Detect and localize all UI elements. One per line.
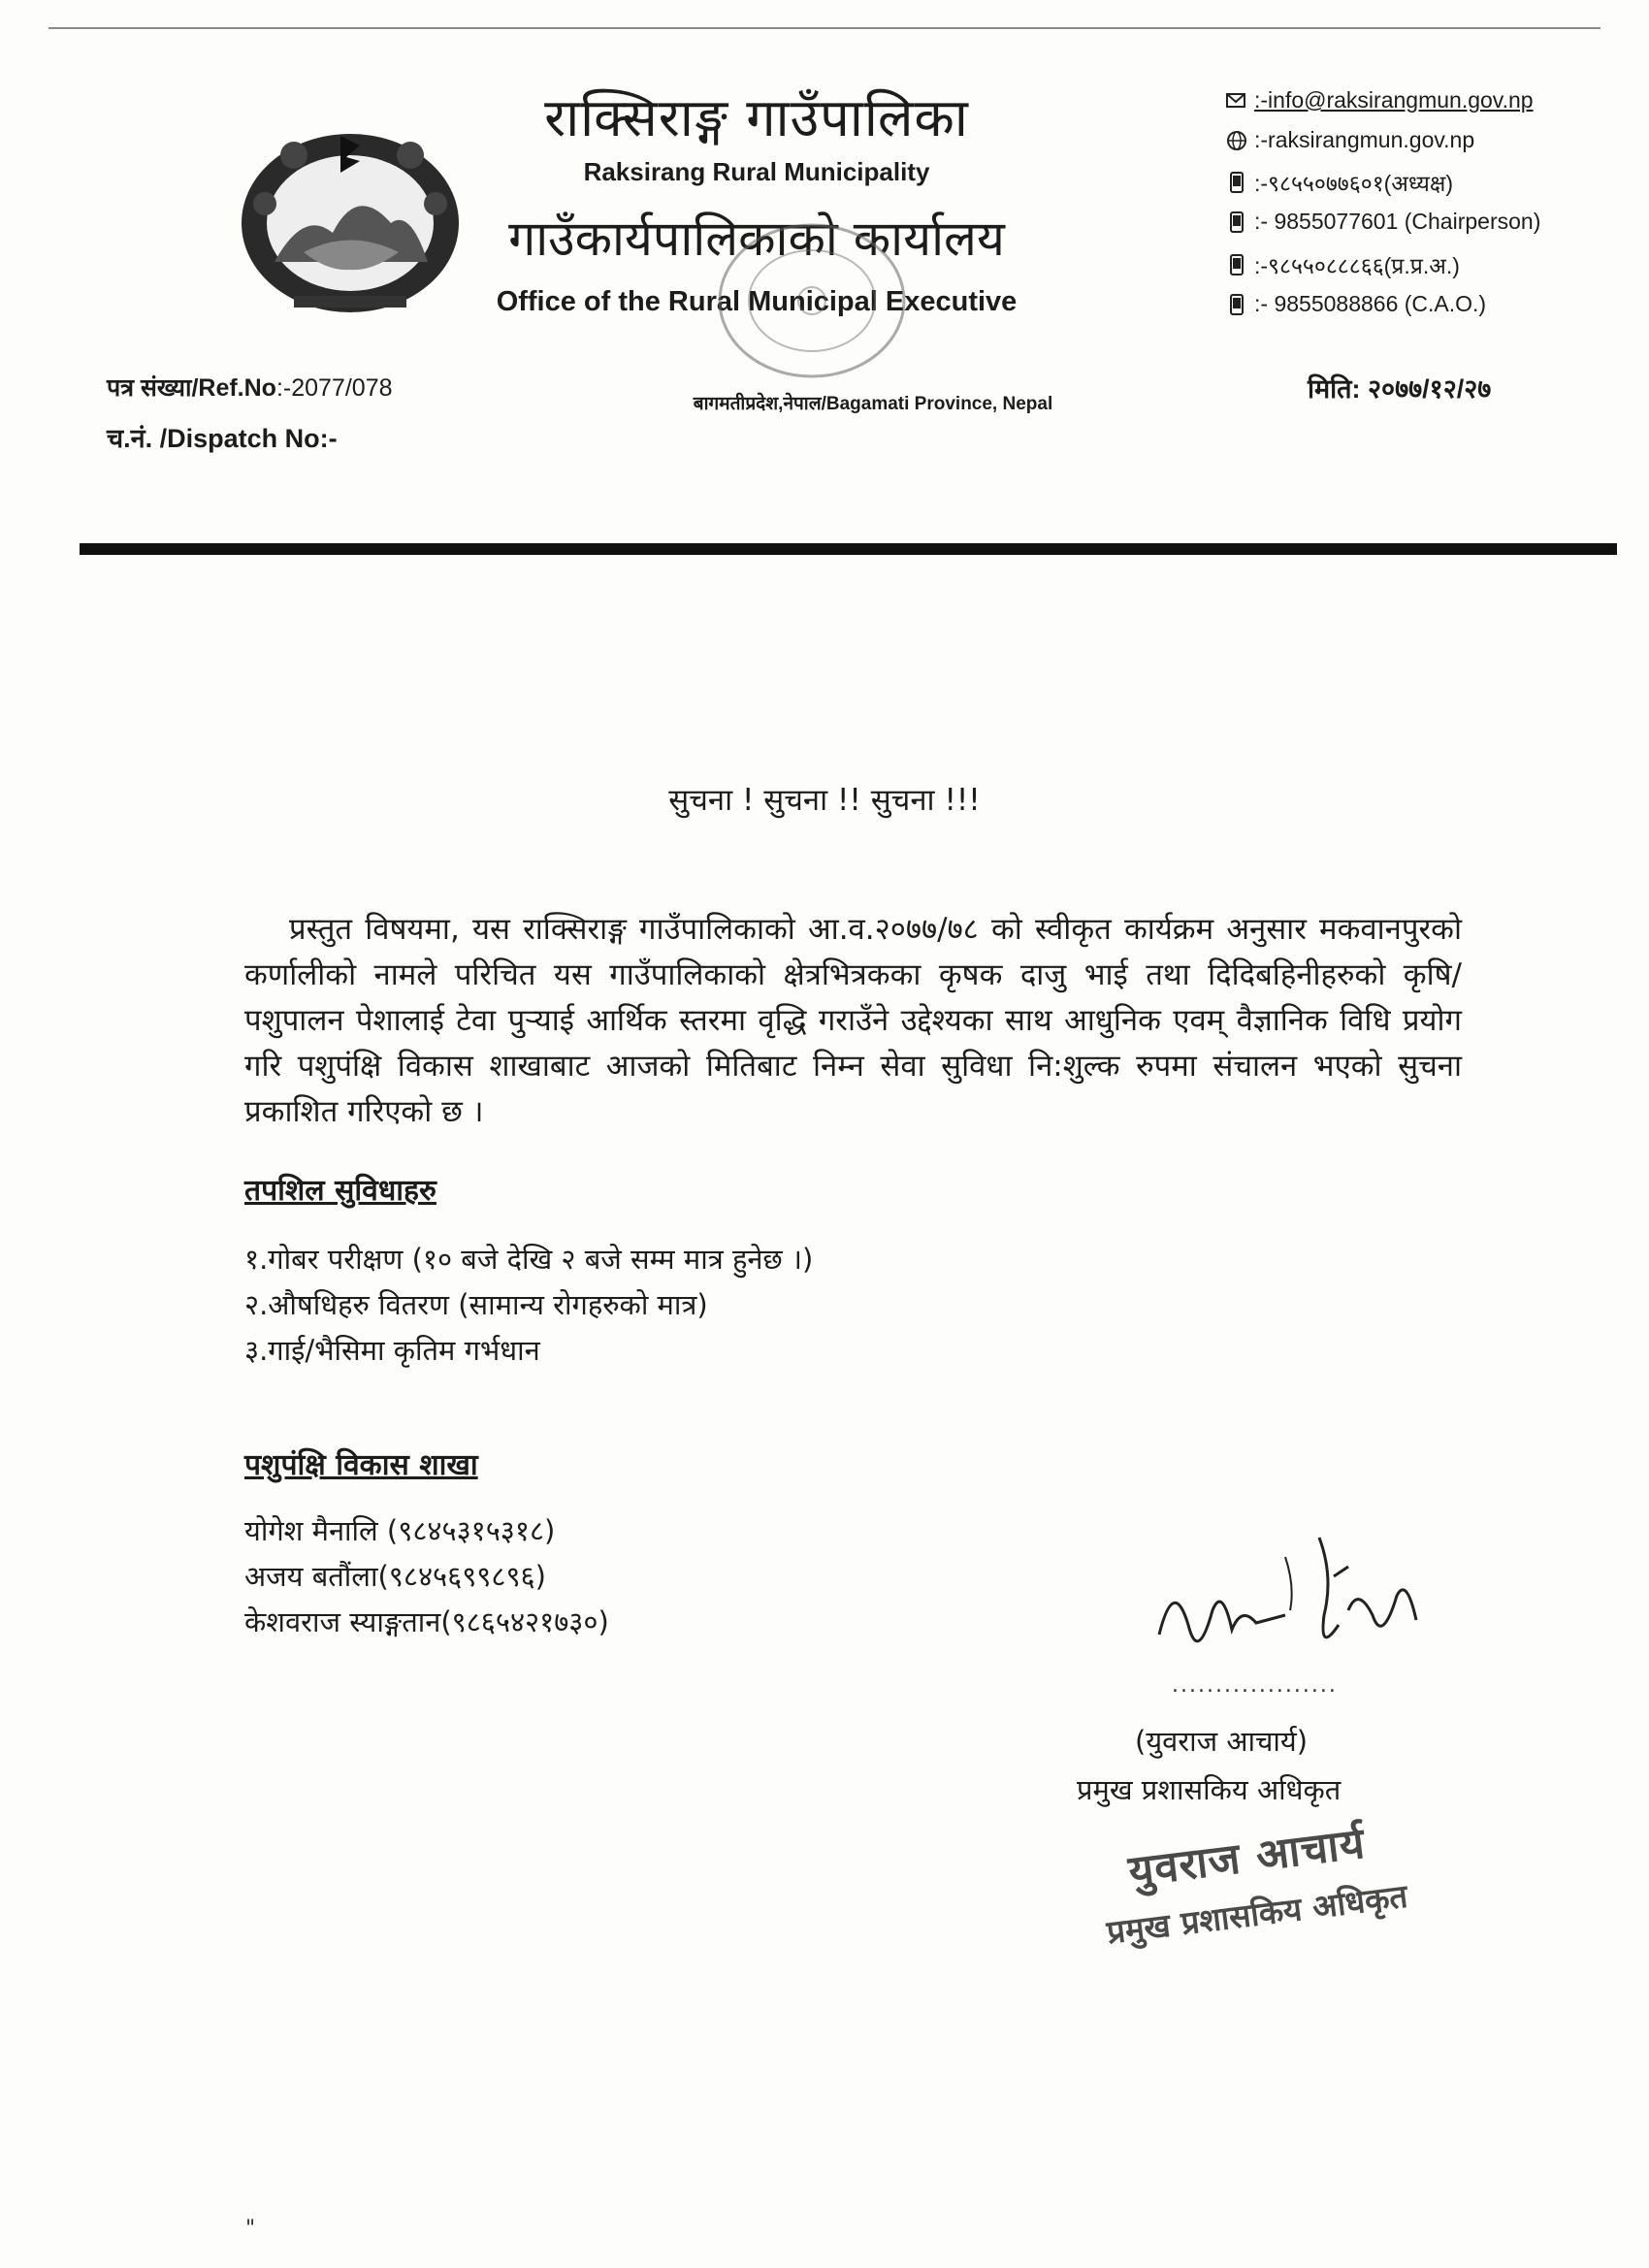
office-name-english: Office of the Rural Municipal Executive: [496, 286, 1018, 317]
contact-phone-cao-np: [1225, 249, 1460, 280]
contact-email: [1225, 87, 1534, 113]
phone-icon: [1225, 253, 1248, 276]
list-item: अजय बतौंला(९८४५६९९८९६): [244, 1560, 546, 1593]
signature-line: ...................: [1172, 1673, 1338, 1698]
list-item: केशवराज स्याङ्गतान(९८६५४२१७३०): [244, 1605, 609, 1638]
office-address: बागमतीप्रदेश,नेपाल/Bagamati Province, Nepal: [693, 394, 1053, 414]
list-item: योगेश मैनालि (९८४५३१५३१८): [244, 1514, 556, 1547]
email-icon: [1225, 89, 1248, 113]
signatory-title: प्रमुख प्रशासकिय अधिकृत: [1077, 1773, 1342, 1806]
list-item: १.गोबर परीक्षण (१० बजे देखि २ बजे सम्म मात्र हुनेछ ।): [244, 1243, 814, 1276]
header-divider: [80, 543, 1617, 555]
contact-website-text: :-raksirangmun.gov.np: [1254, 127, 1475, 152]
reference-number: [107, 371, 393, 404]
notice-paragraph-text: प्रस्तुत विषयमा, यस राक्सिराङ्ग गाउँपालिकाको आ.व.२०७७/७८ को स्वीकृत कार्यक्रम अनुसार मकवानपुरको कर्णालीको नामले परिचित यस गाउँपालिकाको क्षेत्रभित्रकका कृषक दाजु भाई तथा दिदिबहिनीहरुको कृषि/पशुपालन पेशालाई टेवा पुर्‍याई आर्थिक स्तरमा वृद्धि गराउँने उद्देश्यका साथ आधुनिक एवम् वैज्ञानिक विधि प्रयोग गरि पशुपंक्षि विकास शाखाबाट आजको मितिबाट निम्न सेवा सुविधा नि:शुल्क रुपमा संचालन भएको सुचना प्रकाशित गरिएको छ ।: [244, 912, 1462, 1129]
contact-phone-text: :- 9855077601 (Chairperson): [1254, 209, 1541, 234]
phone-icon: [1225, 171, 1248, 194]
handwritten-signature: [1140, 1518, 1450, 1683]
notice-paragraph: [244, 907, 1462, 1135]
contact-phone-text: :-९८५५०७७६०१(अध्यक्ष): [1254, 171, 1454, 196]
contact-phone-chair-np: [1225, 167, 1453, 198]
contact-phone-text: :- 9855088866 (C.A.O.): [1254, 291, 1487, 316]
contact-phone-text: :-९८५५०८८८६६(प्र.प्र.अ.): [1254, 253, 1460, 278]
stamp-title: प्रमुख प्रशासकिय अधिकृत: [1104, 1876, 1410, 1952]
reference-label: पत्र संख्या/Ref.No: [107, 374, 276, 402]
reference-value: :-2077/078: [275, 374, 393, 402]
contact-phone-chair-en: [1225, 209, 1540, 235]
contact-email-text: :-info@raksirangmun.gov.np: [1254, 87, 1534, 113]
list-item: २.औषधिहरु वितरण (सामान्य रोगहरुको मात्र): [244, 1288, 708, 1321]
list-item: ३.गाई/भैसिमा कृतिम गर्भधान: [244, 1334, 540, 1367]
government-emblem: [236, 116, 465, 315]
notice-title: सुचना ! सुचना !! सुचना !!!: [668, 783, 981, 818]
phone-icon: [1225, 211, 1248, 234]
facilities-heading: तपशिल सुविधाहरु: [244, 1174, 436, 1208]
branch-contacts-list: [244, 1508, 609, 1645]
letter-date: मिति: २०७७/१२/२७: [1308, 374, 1492, 404]
name-stamp: [1085, 1794, 1452, 2000]
phone-icon: [1225, 293, 1248, 316]
stamp-name: युवराज आचार्य: [1125, 1818, 1369, 1897]
contact-website: [1225, 127, 1474, 153]
contact-phone-cao-en: [1225, 291, 1486, 317]
globe-icon: [1225, 129, 1248, 152]
office-name-nepali: गाउँकार्यपालिकाको कार्यालय: [508, 211, 1005, 267]
branch-heading: पशुपंक्षि विकास शाखा: [244, 1448, 478, 1482]
footer-mark: ": [245, 2217, 256, 2241]
office-seal-stamp: [691, 218, 933, 383]
municipality-name-english: Raksirang Rural Municipality: [583, 157, 930, 186]
top-rule: [48, 27, 1600, 29]
municipality-name-nepali: राक्सिराङ्ग गाउँपालिका: [544, 87, 969, 148]
dispatch-number: च.नं. /Dispatch No:-: [107, 424, 338, 453]
facilities-list: [244, 1237, 813, 1374]
signatory-name: (युवराज आचार्य): [1135, 1725, 1309, 1758]
